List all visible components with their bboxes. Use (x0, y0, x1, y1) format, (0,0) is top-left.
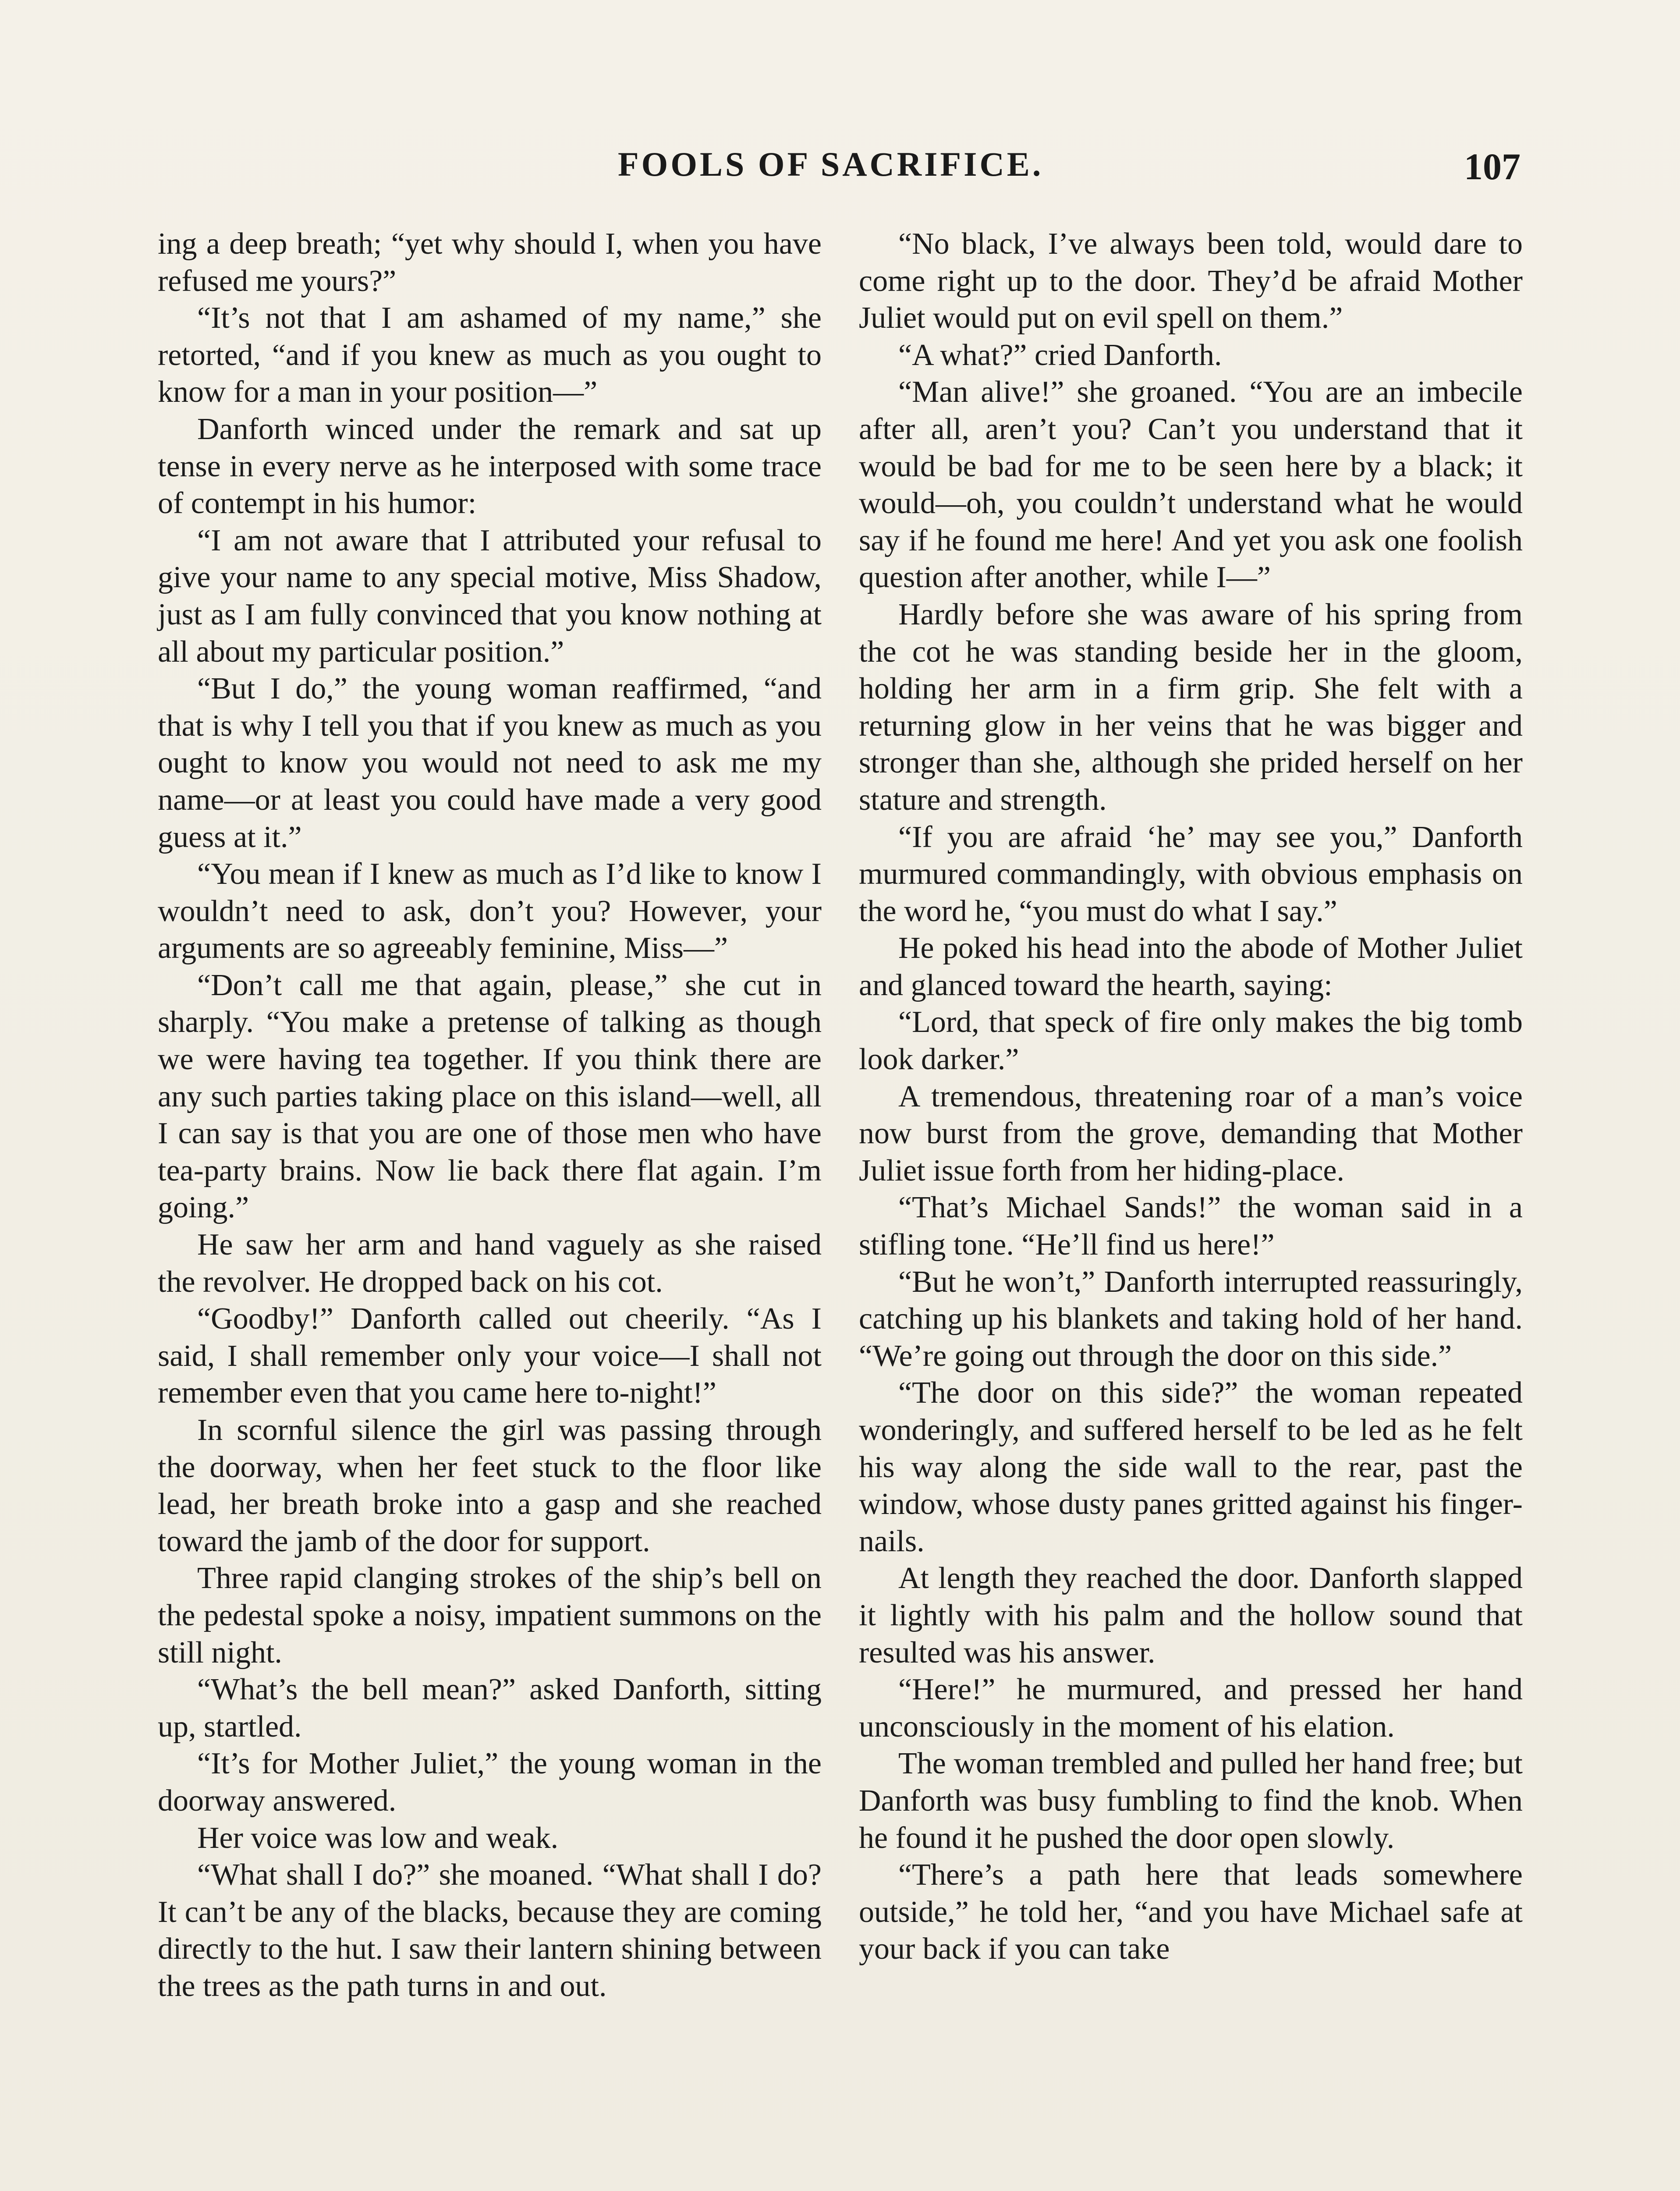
paragraph: A tremendous, threatening roar of a man’s voice now burst from the grove, demanding that Mother Juliet issue forth from her hiding-place. (859, 1079, 1523, 1188)
paragraph: “You mean if I knew as much as I’d like to know I wouldn’t need to ask, don’t you? However, your arguments are so agreeably feminine, Miss—” (158, 857, 822, 965)
page-number: 107 (1464, 145, 1521, 188)
paragraph: He saw her arm and hand vaguely as she raised the revolver. He dropped back on his cot. (158, 1228, 822, 1299)
left-column (158, 226, 822, 2005)
paragraph: At length they reached the door. Danforth slapped it lightly with his palm and the hollow sound that resulted was his answer. (859, 1561, 1523, 1670)
paragraph: “What shall I do?” she moaned. “What shall I do? It can’t be any of the blacks, because they are coming directly to the hut. I saw their lantern shining between the trees as the path turns in and out. (158, 1858, 822, 2003)
paragraph: “Man alive!” she groaned. “You are an imbecile after all, aren’t you? Can’t you understand that it would be bad for me to be seen here by a black; it would—oh, you couldn’t understand what he would say if he found me here! And yet you ask one foolish question after another, while I—” (859, 375, 1523, 595)
running-head (158, 145, 1521, 193)
paragraph: “That’s Michael Sands!” the woman said in a stifling tone. “He’ll find us here!” (859, 1191, 1523, 1262)
paragraph: ing a deep breath; “yet why should I, when you have refused me yours?” (158, 227, 822, 298)
running-title: FOOLS OF SACRIFICE. (618, 145, 1044, 183)
paragraph: “If you are afraid ‘he’ may see you,” Danforth murmured commandingly, with obvious emphasis on the word he, “you must do what I say.” (859, 820, 1523, 928)
paragraph: “What’s the bell mean?” asked Danforth, sitting up, startled. (158, 1673, 822, 1744)
paragraph: “But he won’t,” Danforth interrupted reassuringly, catching up his blankets and taking hold of her hand. “We’re going out through the door on this side.” (859, 1265, 1523, 1373)
paragraph: “No black, I’ve always been told, would dare to come right up to the door. They’d be afraid Mother Juliet would put on evil spell on them.” (859, 227, 1523, 335)
paragraph: He poked his head into the abode of Mother Juliet and glanced toward the hearth, saying: (859, 931, 1523, 1002)
paragraph: “Here!” he murmured, and pressed her hand unconsciously in the moment of his elation. (859, 1673, 1523, 1744)
paragraph: “The door on this side?” the woman repeated wonderingly, and suffered herself to be led as he felt his way along the side wall to the rear, past the window, whose dusty panes gritted against his finger-nails. (859, 1376, 1523, 1558)
paragraph: In scornful silence the girl was passing through the doorway, when her feet stuck to the floor like lead, her breath broke into a gasp and she reached toward the jamb of the door for support. (158, 1413, 822, 1558)
paragraph: “Lord, that speck of fire only makes the big tomb look darker.” (859, 1005, 1523, 1077)
paragraph: The woman trembled and pulled her hand free; but Danforth was busy fumbling to find the knob. When he found it he pushed the door open slowly. (859, 1747, 1523, 1855)
paragraph: “There’s a path here that leads somewhere outside,” he told her, “and you have Michael safe at your back if you can take (859, 1858, 1523, 1966)
paragraph: Her voice was low and weak. (197, 1821, 559, 1855)
paragraph: “I am not aware that I attributed your refusal to give your name to any special motive, Miss Shadow, just as I am fully convinced that you know nothing at all about my particular position.” (158, 523, 822, 669)
paragraph: “It’s not that I am ashamed of my name,” she retorted, “and if you knew as much as you ought to know for a man in your position—” (158, 301, 822, 409)
paragraph: Three rapid clanging strokes of the ship’s bell on the pedestal spoke a noisy, impatient summons on the still night. (158, 1561, 822, 1670)
paragraph: “It’s for Mother Juliet,” the young woman in the doorway answered. (158, 1747, 822, 1818)
paragraph: Hardly before she was aware of his spring from the cot he was standing beside her in the gloom, holding her arm in a firm grip. She felt with a returning glow in her veins that he was bigger and stronger than she, although she prided herself on her stature and strength. (859, 597, 1523, 817)
paragraph: Danforth winced under the remark and sat up tense in every nerve as he interposed with some trace of contempt in his humor: (158, 412, 822, 521)
paragraph: “Don’t call me that again, please,” she cut in sharply. “You make a pretense of talking as though we were having tea together. If you think there are any such parties taking place on this island—well, all I can say is that you are one of those men who have tea-party brains. Now lie back there flat again. I’m going.” (158, 968, 822, 1225)
paragraph: “But I do,” the young woman reaffirmed, “and that is why I tell you that if you knew as much as you ought to know you would not need to ask me my name—or at least you could have made a very good guess at it.” (158, 672, 822, 854)
paragraph: “Goodby!” Danforth called out cheerily. “As I said, I shall remember only your voice—I shall not remember even that you came here to-night!” (158, 1302, 822, 1410)
right-column (859, 226, 1523, 1968)
paragraph: “A what?” cried Danforth. (898, 338, 1222, 372)
